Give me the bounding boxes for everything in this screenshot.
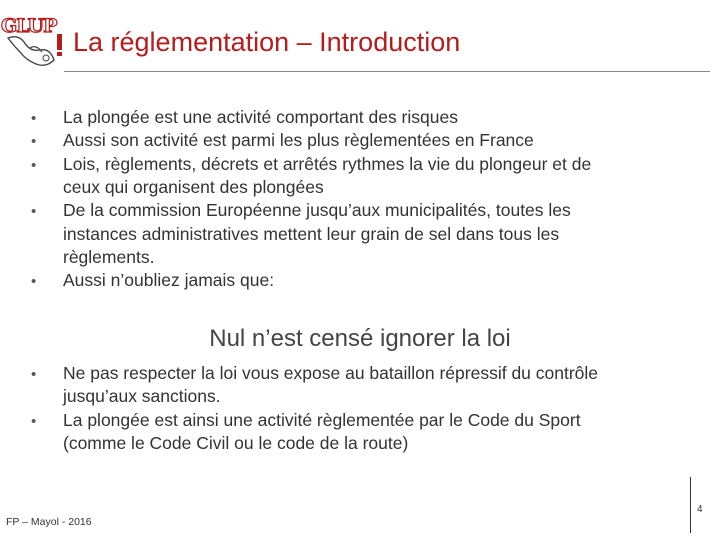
bullet-text-line: règlements. [63,246,155,267]
bullet-marker: • [31,412,37,430]
bullet-marker: • [31,366,37,383]
bullet-text-line: La plongée est une activité comportant des risques [63,107,458,127]
bullet-marker: • [31,156,37,174]
slide-title: La réglementation – Introduction [73,27,461,57]
club-logo [0,8,68,72]
bullet-marker: • [31,110,37,127]
bullet-marker: • [31,203,37,221]
bullet-text-line: Ne pas respecter la loi vous expose au bataillon répressif du contrôle [63,363,599,383]
bullet-marker: • [31,273,37,291]
bullet-text-line: (comme le Code Civil ou le code de la route) [63,432,409,453]
motto-text: Nul n’est censé ignorer la loi [209,325,511,352]
footer-divider [690,477,691,533]
bullet-marker: • [31,133,37,151]
title-divider [64,71,710,72]
logo-wordmark: GLUP [1,15,57,37]
footer-credit: FP – Mayol - 2016 [6,516,92,528]
bullet-text-line: La plongée est ainsi une activité règlementée par le Code du Sport [63,409,581,430]
bullet-text-line: Lois, règlements, décrets et arrêtés rythmes la vie du plongeur et de [63,153,592,174]
bullet-text-line: ceux qui organisent des plongées [63,176,324,197]
bullet-text-line: jusqu’aux sanctions. [63,386,221,407]
bullet-text-line: instances administratives mettent leur grain de sel dans tous les [63,223,560,244]
page-number: 4 [697,504,703,515]
bullet-text-line: De la commission Européenne jusqu’aux municipalités, toutes les [63,200,571,221]
bullet-text-line: Aussi son activité est parmi les plus règlementées en France [63,130,534,151]
bullet-text-line: Aussi n’oubliez jamais que: [63,270,275,291]
